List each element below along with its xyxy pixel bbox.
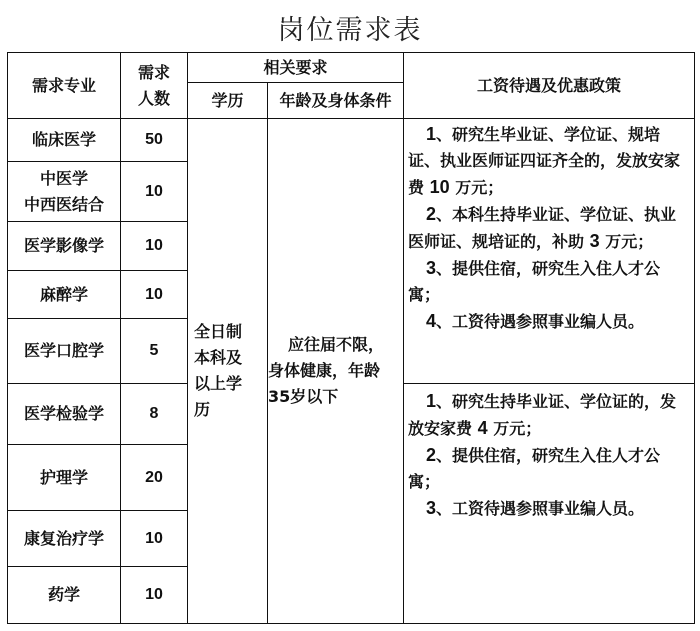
policy-item: 1、研究生持毕业证、学位证的，发放安家费 4 万元； <box>408 391 677 438</box>
major-cell: 医学检验学 <box>8 384 121 445</box>
age-health-cell <box>268 119 404 624</box>
header-policy: 工资待遇及优惠政策 <box>404 53 695 119</box>
education-cell <box>188 119 268 624</box>
age-line: 35岁以下 <box>268 387 339 406</box>
education-line: 全日制 <box>194 322 243 341</box>
education-line: 本科及 <box>194 348 243 367</box>
policy-item: 2、本科生持毕业证、学位证、执业医师证、规培证的，补助 3 万元； <box>408 204 677 251</box>
header-count <box>121 53 188 119</box>
major-cell: 药学 <box>8 567 121 624</box>
policy-item: 3、提供住宿，研究生入住人才公寓； <box>408 258 661 304</box>
header-age-health: 年龄及身体条件 <box>268 83 404 119</box>
policy-cell-group2 <box>404 384 695 624</box>
page-title: 岗位需求表 <box>277 15 423 46</box>
age-line: 应往届不限， <box>288 335 385 354</box>
count-cell: 10 <box>121 567 188 624</box>
education-line: 历 <box>194 400 211 419</box>
count-cell: 20 <box>121 445 188 511</box>
major-cell: 康复治疗学 <box>8 511 121 567</box>
count-cell: 5 <box>121 319 188 384</box>
count-cell: 10 <box>121 511 188 567</box>
major-cell: 医学口腔学 <box>8 319 121 384</box>
header-count-line1: 需求 <box>137 62 170 82</box>
major-cell: 麻醉学 <box>8 271 121 319</box>
header-row-1 <box>8 53 695 83</box>
count-cell: 50 <box>121 119 188 162</box>
major-cell: 护理学 <box>8 445 121 511</box>
major-line: 中医学 <box>39 168 88 188</box>
policy-item: 3、工资待遇参照事业编人员。 <box>426 498 645 518</box>
count-cell: 10 <box>121 222 188 271</box>
major-cell: 临床医学 <box>8 119 121 162</box>
policy-cell-group1 <box>404 119 695 384</box>
header-count-line2: 人数 <box>137 88 170 108</box>
table-row <box>8 119 695 162</box>
header-education: 学历 <box>188 83 268 119</box>
count-cell: 8 <box>121 384 188 445</box>
count-cell: 10 <box>121 162 188 222</box>
policy-item: 2、提供住宿，研究生入住人才公寓； <box>408 445 661 491</box>
age-line: 身体健康，年龄 <box>268 361 381 380</box>
job-requirements-table <box>7 52 695 624</box>
header-related: 相关要求 <box>188 53 404 83</box>
major-line: 中西医结合 <box>23 194 104 214</box>
count-cell: 10 <box>121 271 188 319</box>
major-cell: 医学影像学 <box>8 222 121 271</box>
education-line: 以上学 <box>194 374 243 393</box>
policy-item: 4、工资待遇参照事业编人员。 <box>426 311 645 331</box>
policy-item: 1、研究生毕业证、学位证、规培证、执业医师证四证齐全的，发放安家费 10 万元； <box>408 124 681 197</box>
major-cell <box>8 162 121 222</box>
header-major: 需求专业 <box>8 53 121 119</box>
